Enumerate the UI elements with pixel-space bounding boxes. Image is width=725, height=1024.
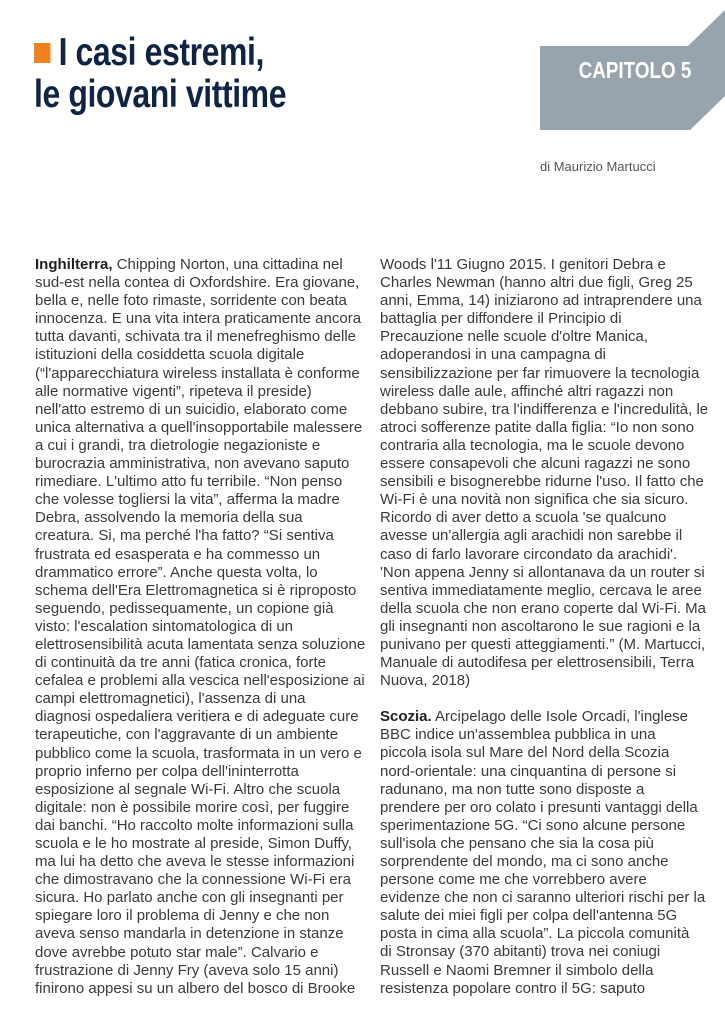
text-line: essere consapevoli che alcuni ragazzi ne sono [380,455,691,473]
text-line: nord-orientale: una cinquantina di persone si [380,762,677,780]
text-line: Woods l'11 Giugno 2015. I genitori Debra e [380,256,666,273]
text-line: seguendo, pedissequamente, un copione già [35,599,334,617]
text-line: dove avrebbe potuto star male”. Calvario e [35,943,319,961]
text-line: alle normative vigenti”, ripeteva il preside) [35,382,312,400]
text-line: battaglia per diffondere il Principio di [380,310,622,328]
text-line: Russell e Naomi Bremner il simbolo della [380,961,654,979]
text-line: terapeutiche, con l'aggravante di un ambiente [35,726,339,744]
text-line: di Stronsay (370 abitanti) trova nei coniugi [380,943,661,961]
text-line: frustrata ed esasperata e ha commesso un [35,545,321,563]
text-line: debbano subire, tra l'indifferenza e l'incredulità, le [380,400,709,418]
text-line: anni, Emma, 14) iniziarono ad intraprendere una [380,292,702,310]
text-line: Debra, assolvendo la memoria della sua [35,509,303,527]
text-line: digitale: non è possibile morire così, per fuggire [35,798,350,816]
text-line: radunano, ma non tutte sono disposte a [380,780,645,798]
text-line: sud-est nella contea di Oxfordshire. Era giovane, [35,274,360,292]
section-lead-scozia: Scozia. [380,708,432,726]
text-line: nell'atto estremo di un suicidio, elaborato come [35,400,348,418]
text-line: cefalea e problemi alla vescica nell'esposizione ai [35,672,365,690]
text-line: 'Non appena Jenny si allontanava da un router si [380,563,705,581]
text-line: sentiva immediatamente meglio, cercava le aree [380,581,702,599]
text-line: elettrosensibilità acuta lamentata senza soluzione [35,635,366,653]
text-line: Wi-Fi è una novità non significa che sia sicuro. [380,491,689,509]
text-line: creatura. Si, ma perché l'ha fatto? “Si sentiva [35,527,334,545]
text-line: sensibilizzazione per far rimuovere la tecnologia [380,364,700,382]
text-line: piccola isola sul Mare del Nord della Scozia [380,744,670,762]
text-line: persone come me che vorrebbero avere [380,871,647,889]
text-line: Inghilterra, Chipping Norton, una cittadina nel [35,256,343,273]
text-line: resistenza popolare contro il 5G: saputo [380,979,646,997]
title-line-2: le giovani vittime [34,73,287,116]
text-line: schema dell'Era Elettromagnetica si è riproposto [35,581,357,599]
text-line: sensibili e bisognerebbe ridurne l'uso. Il fatto che [380,473,704,491]
text-line: Precauzione nelle scuole d'oltre Manica, [380,328,649,346]
text-line: drammatico errore”. Anche questa volta, lo [35,563,318,581]
title-line-1 [34,32,411,74]
text-line: esposizione al segnale Wi-Fi. Altro che scuola [35,780,341,798]
text-line: che dimostravano che la connessione Wi-Fi era [35,871,351,889]
text-line: istituzioni della cosiddetta scuola digitale [35,346,305,364]
text-line: (“l'apparecchiatura wireless installata è conforme [35,364,360,382]
text-line: frustrazione di Jenny Fry (aveva solo 15 anni) [35,961,339,979]
text-line: finirono appesi su un albero del bosco di Brooke [35,979,356,997]
text-line: Charles Newman (hanno altri due figli, Greg 25 [380,274,693,292]
text-line: punivano per questi atteggiamenti.” (M. Martucci, [380,635,706,653]
text-line: prendere per oro colato i presunti vantaggi della [380,798,698,816]
chapter-label: CAPITOLO 5 [578,57,692,83]
text-line: BBC indice un'assemblea pubblica in una [380,726,656,744]
text-line: salute dei miei figli per colpa dell'antenna 5G [380,907,678,925]
text-line: visto: l'escalation sintomatologica di un [35,617,294,635]
text-line: atroci sofferenze patite dalla figlia: “Io non sono [380,418,695,436]
author-byline: di Maurizio Martucci [540,159,656,174]
article-column-left [35,256,366,1016]
text-line: posta in cima alla scuola”. La piccola comunità [380,925,690,943]
text-line: wireless dalle aule, affinché altri ragazzi non [380,382,674,400]
text-line: Manuale di autodifesa per elettrosensibili, Terra [380,654,695,672]
text-line: burocrazia amministrativa, non avevano saputo [35,455,350,473]
text-line: bella e, nelle foto rimaste, sorridente con beata [35,292,347,310]
article-column-right [380,256,709,1016]
chapter-banner [540,10,725,130]
orange-square-bullet-icon [34,43,50,63]
text-line: Ricordo di aver detto a scuola 'se qualcuno [380,509,667,527]
text-line: sorprendente del mondo, ma ci sono anche [380,853,669,870]
text-line: che volesse togliersi la vita”, afferma la madre [35,491,340,509]
text-line: pubblico come la scuola, trasformata in un vero e [35,744,362,762]
text-line: contraria alla tecnologia, ma le scuole devono [380,436,685,454]
text-line: della scuola che non erano coperte dal Wi-Fi. Ma [380,599,707,617]
text-line: adoperandosi in una campagna di [380,346,607,364]
text-line: proprio inferno per colpa dell'ininterrotta [35,762,299,780]
title-text-1: I casi estremi, [58,31,265,74]
paragraph-scozia [380,708,706,998]
paragraph-inghilterra-continued [380,256,709,690]
text-line: tutta davanti, schivata tra il menefreghismo delle [35,328,356,346]
text-line: ma lui ha detto che aveva le stesse informazioni [35,853,355,871]
text-line: evidenze che non ci saranno ulteriori rischi per la [380,889,706,907]
text-line: diagnosi ospedaliera veritiera e di adeguate cure [35,708,359,726]
text-line: campi elettromagnetici), l'assenza di una [35,690,306,708]
text-line: Nuova, 2018) [380,672,471,690]
text-line: unica alternativa a quell'insopportabile malessere [35,418,363,436]
text-line: aveva senso mandarla in detenzione in stanze [35,925,344,943]
paragraph-inghilterra [35,256,366,998]
text-line: scuola e le ho mostrate al preside, Simon Duffy, [35,835,353,852]
text-line: di continuità da tre anni (fatica cronica, forte [35,654,326,672]
section-lead-inghilterra: Inghilterra, [35,256,113,273]
text-line: rimediare. L'ultimo atto fu terribile. “Non penso [35,473,343,491]
text-line: sull'isola che pensano che sia la cosa più [380,834,654,852]
text-line: innocenza. E una vita intera praticamente ancora [35,310,362,328]
text-line: gli insegnanti non ascoltarono le sue ragioni e la [380,617,701,635]
text-line: a cui i grandi, tra dietrologie negazioniste e [35,436,321,454]
text-line: caso di farlo lavorare circondato da arachidi'. [380,545,678,563]
text-line: Scozia. Arcipelago delle Isole Orcadi, l'inglese [380,708,689,726]
text-line: dai banchi. “Ho raccolto molte informazioni sulla [35,816,354,834]
chapter-title [34,32,494,116]
text-line: sperimentazione 5G. “Ci sono alcune persone [380,816,686,834]
text-line: spiegare loro il problema di Jenny e che non [35,907,330,925]
text-line: sicura. Ho parlato anche con gli insegnanti per [35,889,344,907]
text-line: avesse un'allergia agli arachidi non sarebbe il [380,527,683,545]
